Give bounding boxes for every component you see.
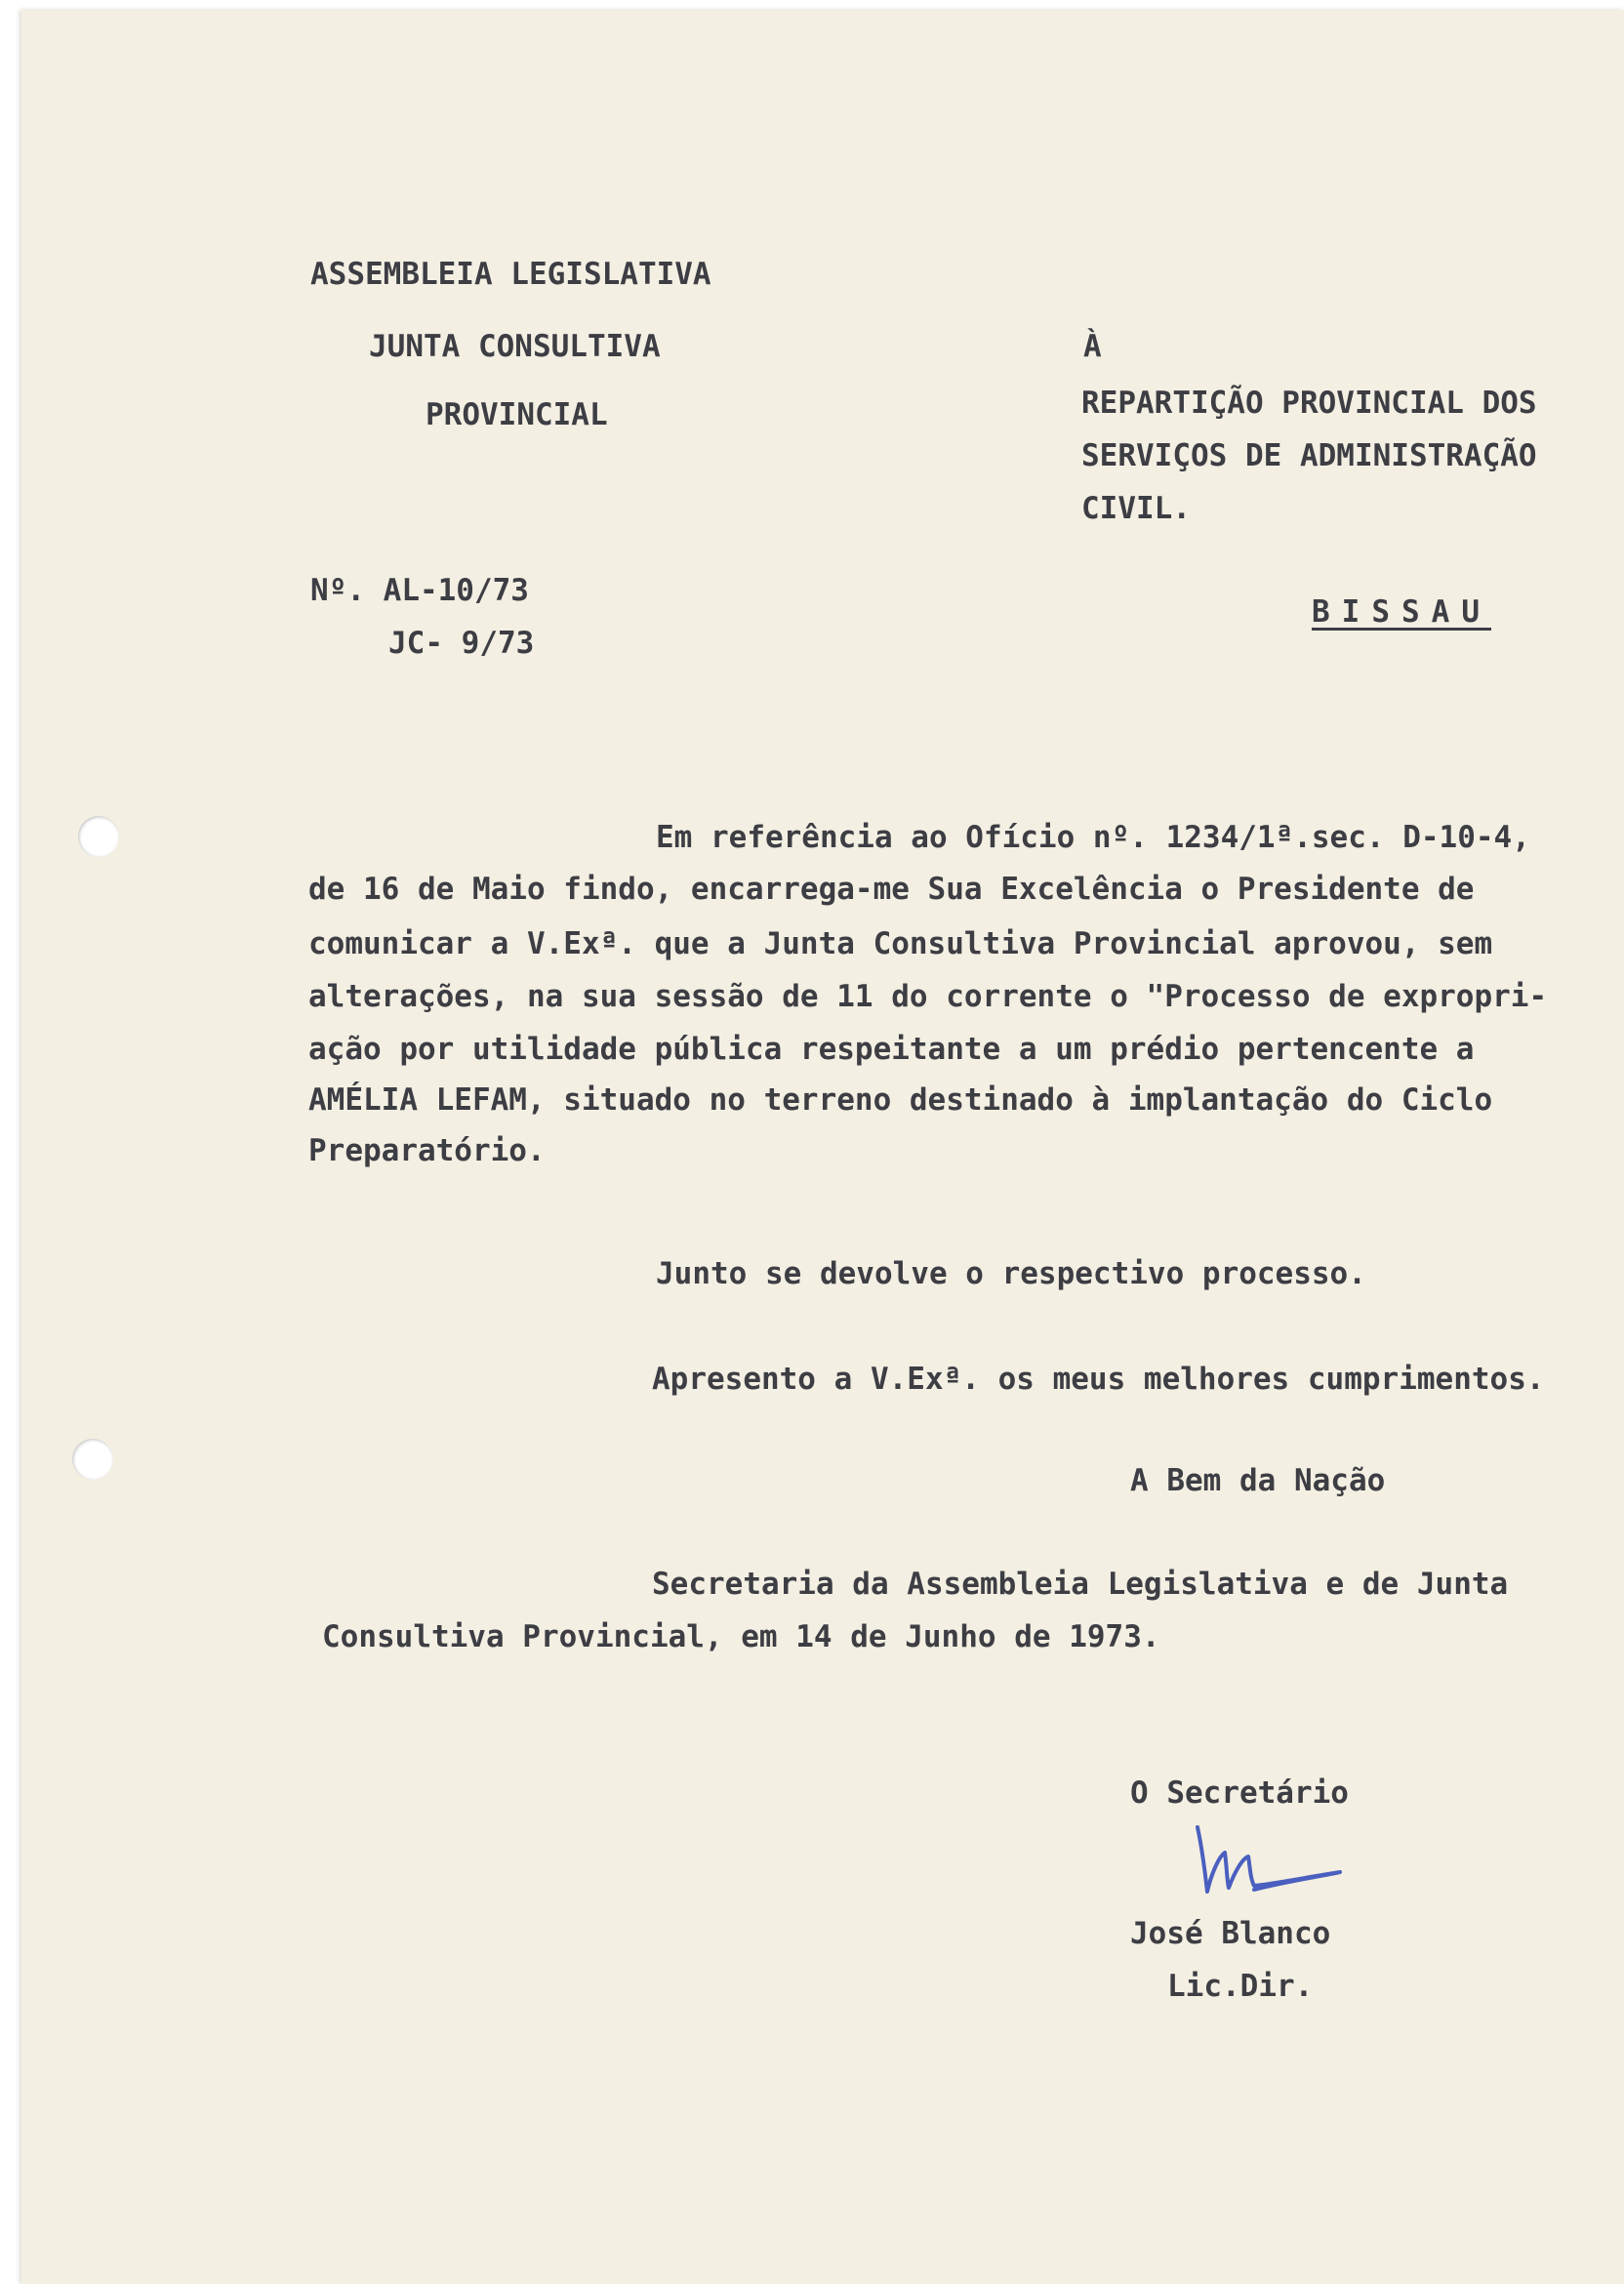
body-paragraph-2: Junto se devolve o respectivo processo.	[656, 1256, 1366, 1291]
body-line-2: de 16 de Maio findo, encarrega-me Sua Excelência o Presidente de	[308, 872, 1475, 907]
letter-page	[21, 10, 1624, 2284]
punch-hole-bottom	[72, 1439, 113, 1480]
sender-line-2: JUNTA CONSULTIVA	[369, 329, 661, 364]
recipient-line-4: CIVIL.	[1081, 491, 1191, 526]
recipient-line-2: REPARTIÇÃO PROVINCIAL DOS	[1081, 386, 1537, 421]
signatory-name: José Blanco	[1130, 1916, 1331, 1951]
recipient-line-3: SERVIÇOS DE ADMINISTRAÇÃO	[1081, 438, 1537, 473]
sender-line-1: ASSEMBLEIA LEGISLATIVA	[310, 257, 711, 292]
body-paragraph-3: Apresento a V.Exª. os meus melhores cumprimentos.	[652, 1362, 1545, 1397]
body-line-1: Em referência ao Ofício nº. 1234/1ª.sec. D-10-4,	[656, 820, 1530, 855]
body-line-6: AMÉLIA LEFAM, situado no terreno destinado à implantação do Ciclo	[308, 1082, 1493, 1118]
handwritten-signature	[1186, 1815, 1361, 1933]
punch-hole-top	[78, 816, 119, 857]
recipient-line-1: À	[1083, 329, 1102, 364]
signatory-qualification: Lic.Dir.	[1167, 1969, 1314, 2004]
date-line-1: Secretaria da Assembleia Legislativa e de Junta	[652, 1567, 1509, 1602]
signatory-title: O Secretário	[1130, 1775, 1349, 1811]
body-line-3: comunicar a V.Exª. que a Junta Consultiva Provincial aprovou, sem	[308, 926, 1493, 961]
sender-line-3: PROVINCIAL	[426, 397, 608, 432]
body-line-4: alterações, na sua sessão de 11 do corrente o "Processo de expropri-	[308, 979, 1548, 1014]
reference-line-2: JC- 9/73	[388, 626, 535, 661]
closing-salutation: A Bem da Nação	[1130, 1463, 1386, 1498]
body-line-5: ação por utilidade pública respeitante a um prédio pertencente a	[308, 1032, 1475, 1067]
body-line-7: Preparatório.	[308, 1133, 546, 1168]
recipient-city: BISSAU	[1312, 594, 1491, 630]
reference-line-1: Nº. AL-10/73	[310, 573, 529, 608]
date-line-2: Consultiva Provincial, em 14 de Junho de 1973.	[322, 1619, 1160, 1654]
